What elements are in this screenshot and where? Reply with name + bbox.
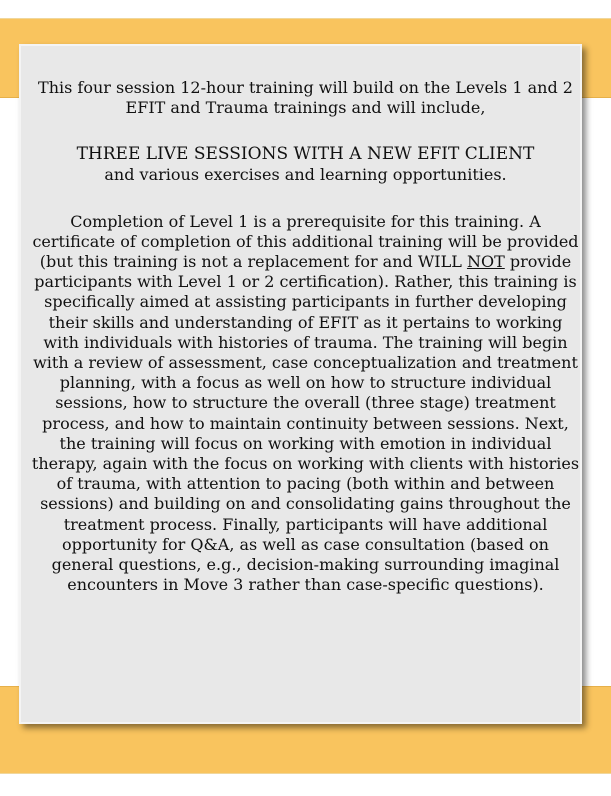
headline: THREE LIVE SESSIONS WITH A NEW EFIT CLIENT [76,144,535,165]
body-paragraph [30,212,581,596]
intro-paragraph: This four session 12-hour training will build on the Levels 1 and 2 EFIT and Trauma trainings and will include, [38,78,573,118]
body-underlined-word: NOT [466,252,505,272]
body-text-part1: Completion of Level 1 is a prerequisite for this training. A certificate of completion of this additional training will be provided (but this training is not a replacement for and WILL [32,211,579,272]
subline: and various exercises and learning opportunities. [104,165,507,185]
flyer-text [30,78,581,595]
body-text-part2: provide participants with Level 1 or 2 certification). Rather, this training is specifically aimed at assisting participants in further developing their skills and understanding of EFIT as it pertains to working with individuals with histories of trauma. The training will begin with a review of assessment, case conceptualization and treatment planning, with a focus as well on how to structure individual sessions, how to structure the overall (three stage) treatment process, and how to maintain continuity between sessions. Next, the training will focus on working with emotion in individual therapy, again with the focus on working with clients with histories of trauma, with attention to pacing (both within and between sessions) and building on and consolidating gains throughout the treatment process. Finally, participants will have additional opportunity for Q&A, as well as case consultation (based on general questions, e.g., decision-making surrounding imaginal encounters in Move 3 rather than case-specific questions). [31,252,580,595]
